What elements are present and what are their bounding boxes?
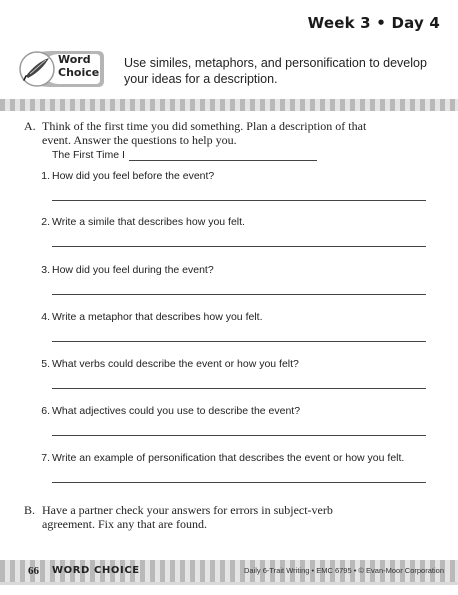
footer-credit: Daily 6-Trait Writing • EMC 6795 • © Evan-Moor Corporation	[243, 566, 444, 575]
question-text: What verbs could describe the event or how you felt?	[52, 358, 299, 370]
word-choice-badge	[14, 46, 106, 92]
question-number: 2.	[41, 216, 50, 228]
question-text: Write a metaphor that describes how you felt.	[52, 311, 263, 323]
answer-line[interactable]	[52, 246, 426, 247]
question-number: 6.	[41, 405, 50, 417]
first-time-answer-line[interactable]	[129, 150, 317, 161]
question-number: 5.	[41, 358, 50, 370]
section-b-text: Have a partner check your answers for errors in subject-verb agreement. Fix any that are found.	[42, 503, 333, 531]
answer-line[interactable]	[52, 388, 426, 389]
section-a-letter: A.	[24, 119, 36, 133]
question-number: 4.	[41, 311, 50, 323]
badge-line-2: Choice	[58, 66, 100, 79]
page-number: 66	[28, 565, 39, 577]
page-footer	[0, 560, 458, 582]
question-text: How did you feel before the event?	[52, 170, 215, 182]
question-number: 1.	[41, 170, 50, 182]
answer-line[interactable]	[52, 294, 426, 295]
question-text: Write an example of personification that describes the event or how you felt.	[52, 452, 405, 464]
top-stripe-divider	[0, 99, 458, 111]
badge-line-1: Word	[58, 53, 91, 66]
first-time-prompt	[52, 149, 317, 161]
question-number: 7.	[41, 452, 50, 464]
answer-line[interactable]	[52, 200, 426, 201]
question-text: How did you feel during the event?	[52, 264, 214, 276]
question-text: What adjectives could you use to describe the event?	[52, 405, 301, 417]
question-number: 3.	[41, 264, 50, 276]
answer-line[interactable]	[52, 341, 426, 342]
footer-section-name: WORD CHOICE	[52, 565, 140, 576]
first-time-label: The First Time I	[52, 149, 125, 161]
answer-line[interactable]	[52, 482, 426, 483]
page-header-title: Week 3 • Day 4	[307, 14, 440, 32]
section-a-text: Think of the first time you did something. Plan a description of that event. Answer the questions to help you.	[42, 119, 367, 147]
activity-instruction: Use similes, metaphors, and personification to develop your ideas for a description.	[124, 56, 427, 86]
answer-line[interactable]	[52, 435, 426, 436]
section-b-letter: B.	[24, 503, 36, 517]
question-text: Write a simile that describes how you felt.	[52, 216, 245, 228]
